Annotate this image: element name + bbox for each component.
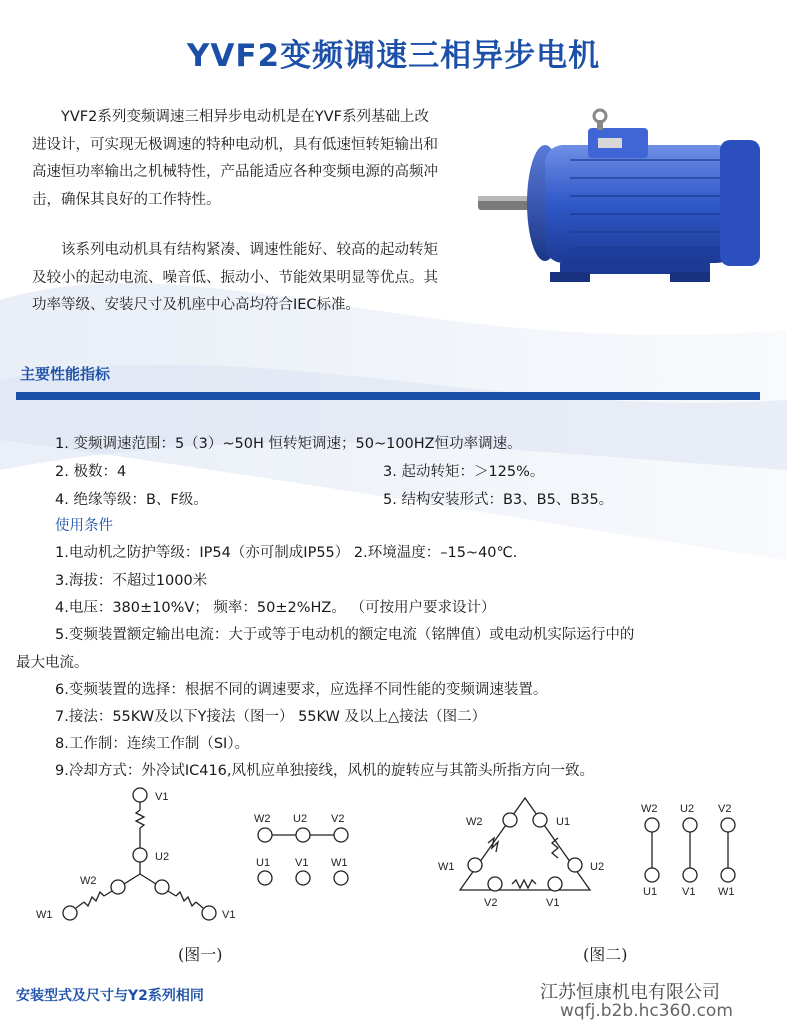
delta-label-u1: U1 — [556, 816, 571, 828]
delta-box-bottom-2: V1 — [682, 886, 696, 898]
label-w1: W1 — [36, 909, 53, 921]
condition-line-1: 1.电动机之防护等级：IP54（亦可制成IP55） 2.环境温度：–15~40℃. — [55, 545, 518, 561]
star-box-bottom-1: U1 — [256, 857, 271, 869]
specs-heading: 主要性能指标 — [20, 365, 111, 383]
label-v1-top: V1 — [155, 791, 169, 803]
intro-paragraph-1: YVF2系列变频调速三相异步电动机是在YVF系列基础上改进设计，可实现无极调速的特种电动机，具有低速恒转矩输出和高速恒功率输出之机械特性，产品能适应各种变频电源的高频冲击，确保其良好的工作特性。 — [32, 109, 438, 208]
terminal-v1-top — [133, 788, 147, 802]
delta-box-top-3: V2 — [718, 803, 732, 815]
delta-label-v2: V2 — [484, 897, 498, 909]
delta-label-w1: W1 — [438, 861, 455, 873]
heading-bar — [16, 392, 760, 400]
condition-line-2: 3.海拔：不超过1000米 — [55, 573, 208, 589]
caption-figure-2: (图二) — [583, 945, 628, 964]
terminal-w2 — [111, 880, 125, 894]
condition-line-6: 6.变频装置的选择：根据不同的调速要求，应选择不同性能的变频调速装置。 — [55, 682, 548, 698]
star-box-top-2: U2 — [293, 813, 308, 825]
delta-label-w2: W2 — [466, 816, 483, 828]
spec-item-1: 1. 变频调速范围：5（3）~50H 恒转矩调速；50~100HZ恒功率调速。 — [55, 436, 522, 452]
terminal-u2 — [133, 848, 147, 862]
condition-line-3: 4.电压：380±10%V； 频率：50±2%HZ。 （可按用户要求设计） — [55, 600, 496, 616]
caption-figure-1: (图一) — [178, 945, 223, 964]
delta-box-bottom-1: U1 — [643, 886, 658, 898]
star-box-top-3: V2 — [331, 813, 345, 825]
delta-box-top-2: U2 — [680, 803, 695, 815]
condition-line-4: 5.变频装置额定输出电流：大于或等于电动机的额定电流（铭牌值）或电动机实际运行中的 — [55, 627, 635, 643]
terminal-w1 — [63, 906, 77, 920]
label-u2: U2 — [155, 851, 170, 863]
delta-label-u2: U2 — [590, 861, 605, 873]
condition-line-7: 7.接法：55KW及以下Y接法（图一） 55KW 及以上△接法（图二） — [55, 709, 487, 725]
intro-paragraph-2: 该系列电动机具有结构紧凑、调速性能好、较高的起动转矩及较小的起动电流、噪音低、振动小、节能效果明显等优点。其功率等级、安装尺寸及机座中心高均符合IEC标准。 — [32, 242, 438, 313]
delta-box-top-1: W2 — [641, 803, 658, 815]
terminal-v2-star — [155, 880, 169, 894]
spec-item-3: 3. 起动转矩：＞125%。 — [383, 464, 545, 480]
label-v1-right: V1 — [222, 909, 236, 921]
installation-note: 安装型式及尺寸与Y2系列相同 — [16, 988, 204, 1004]
delta-box-bottom-3: W1 — [718, 886, 735, 898]
star-box-top-1: W2 — [254, 813, 271, 825]
label-w2: W2 — [80, 875, 97, 887]
spec-item-4: 4. 绝缘等级：B、F级。 — [55, 492, 208, 508]
star-box-bottom-3: W1 — [331, 857, 348, 869]
company-watermark: 江苏恒康机电有限公司 — [540, 982, 720, 1003]
condition-line-9: 9.冷却方式：外冷试IC416,风机应单独接线，风机的旋转应与其箭头所指方向一致。 — [55, 763, 595, 779]
condition-line-8: 8.工作制：连续工作制（SI）。 — [55, 736, 250, 752]
conditions-heading: 使用条件 — [55, 518, 113, 534]
spec-item-2: 2. 极数：4 — [55, 464, 127, 480]
spec-item-5: 5. 结构安装形式：B3、B5、B35。 — [383, 492, 614, 508]
motor-image — [470, 100, 770, 300]
url-watermark: wqfj.b2b.hc360.com — [560, 1001, 733, 1021]
delta-label-v1: V1 — [546, 897, 560, 909]
wiring-diagrams — [0, 780, 787, 980]
condition-line-5: 最大电流。 — [16, 655, 89, 671]
terminal-v1-right — [202, 906, 216, 920]
star-box-bottom-2: V1 — [295, 857, 309, 869]
page-title: YVF2变频调速三相异步电机 — [186, 38, 601, 74]
